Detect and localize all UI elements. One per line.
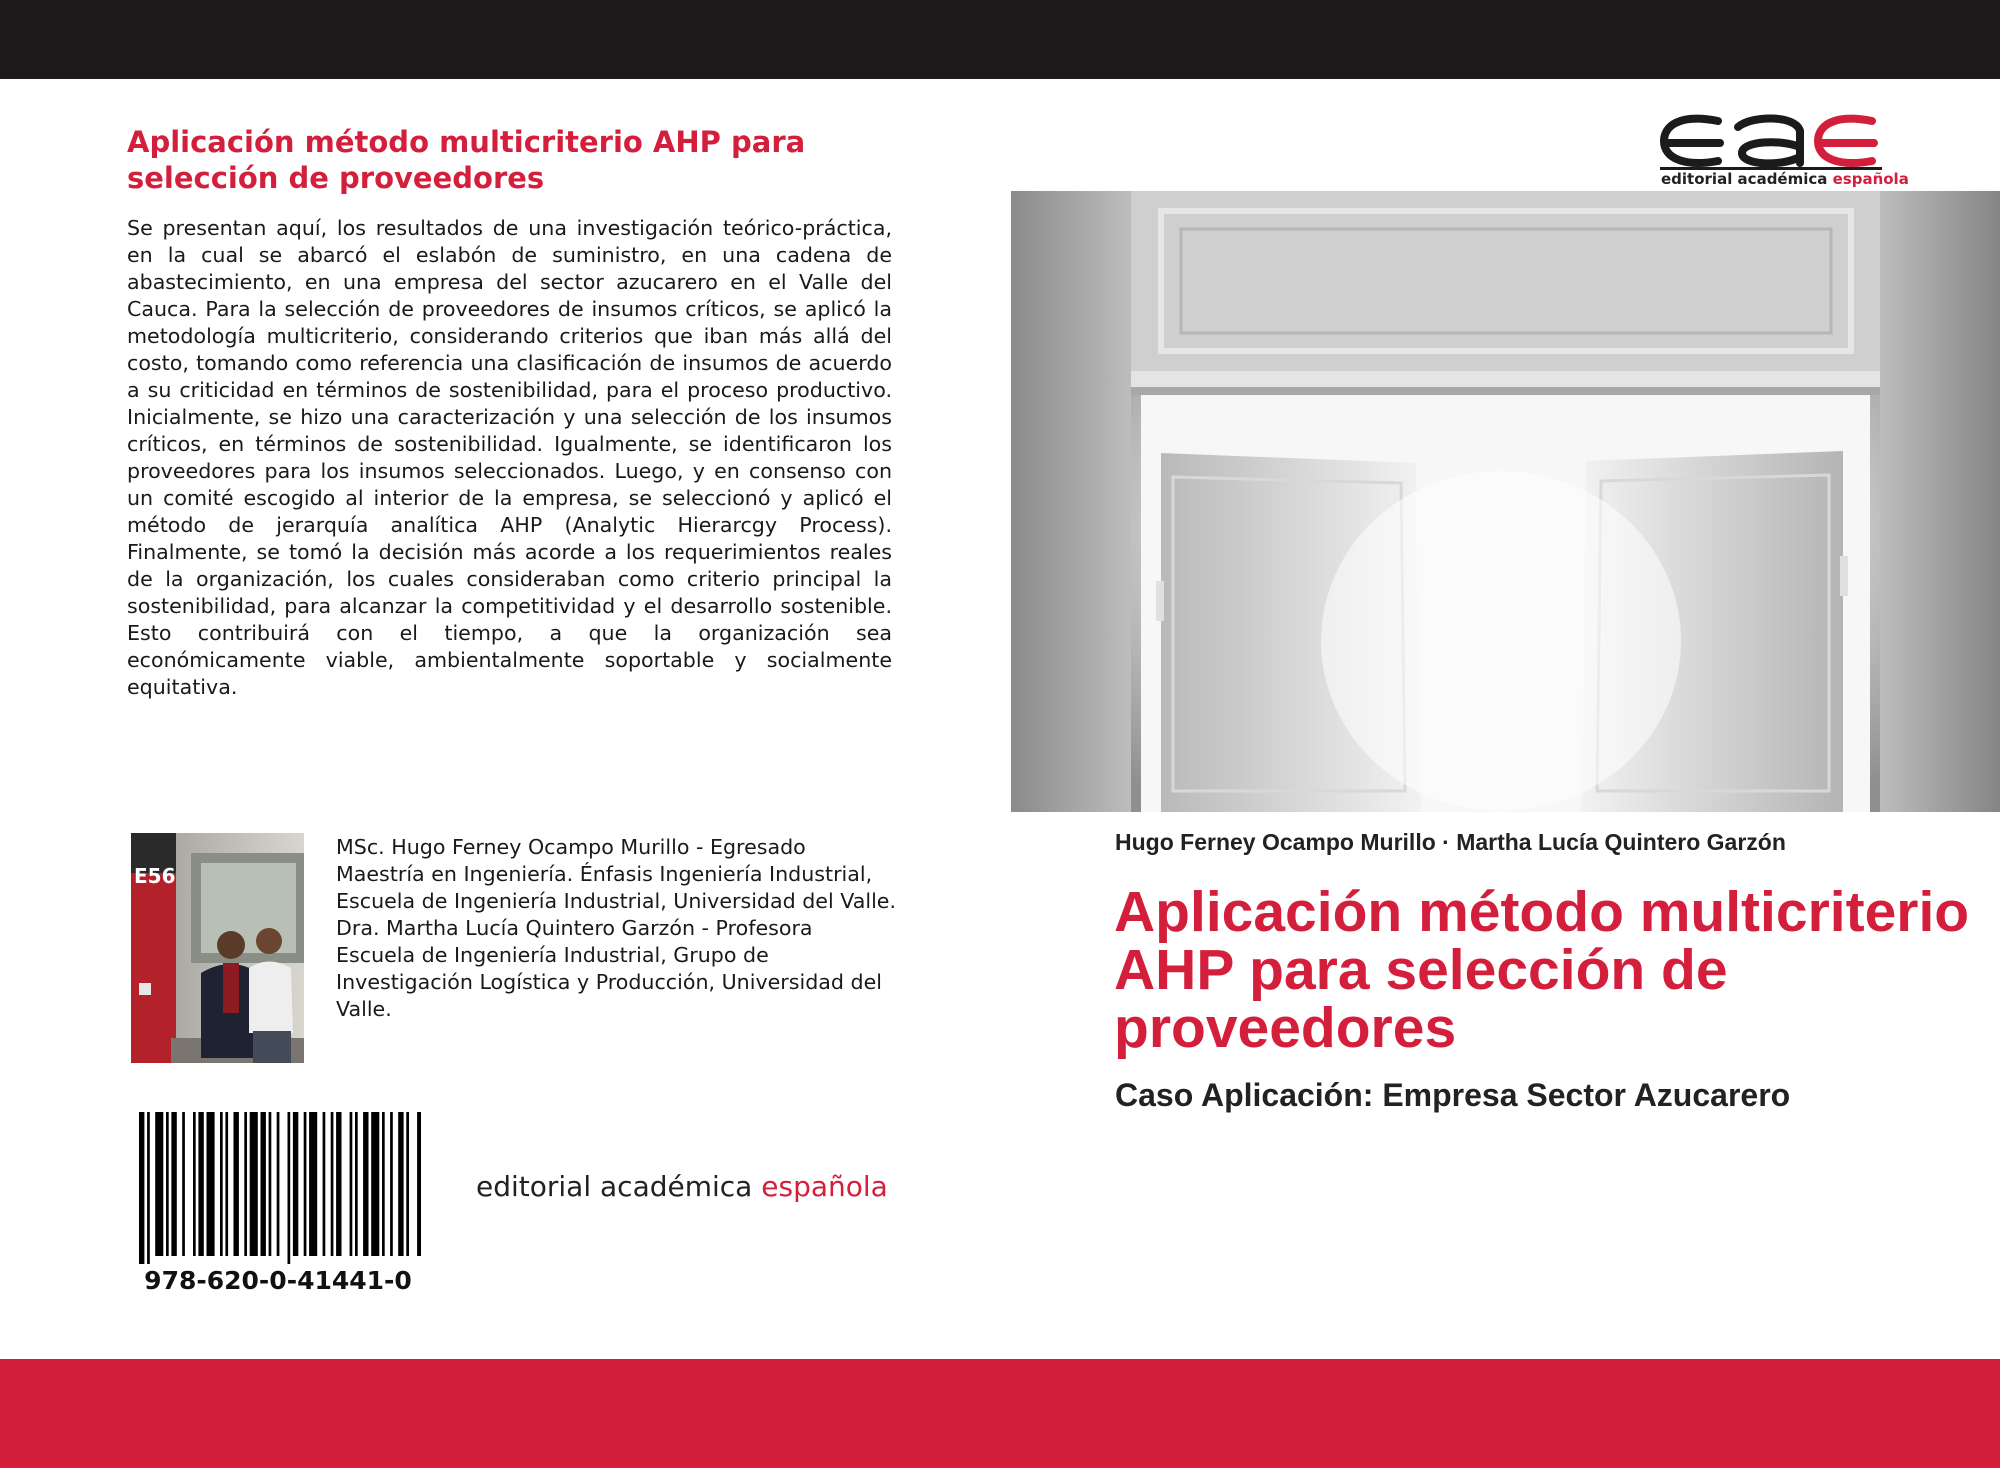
author-bio-1: MSc. Hugo Ferney Ocampo Murillo - Egresado Maestría en Ingeniería. Énfasis Ingeniería Industrial, Escuela de Ingeniería Industrial, Universidad del Valle.: [336, 835, 897, 913]
barcode-bar: [139, 1112, 144, 1264]
barcode-bar: [309, 1112, 317, 1256]
top-bar: [0, 0, 2000, 79]
barcode-bar: [269, 1112, 272, 1256]
author-bio-2: Dra. Martha Lucía Quintero Garzón - Profesora Escuela de Ingeniería Industrial, Grupo de Investigación Logística y Producción, Universidad del Valle.: [336, 916, 882, 1021]
author-bio: [336, 834, 896, 1023]
front-cover-authors: Hugo Ferney Ocampo Murillo · Martha Lucía Quintero Garzón: [1115, 829, 1786, 855]
photo-sign-text: E56: [134, 864, 176, 888]
logo-caption: [1661, 170, 1909, 188]
bottom-bar: [0, 1359, 2000, 1468]
publisher-name-main: editorial académica: [476, 1170, 762, 1203]
barcode-bar: [304, 1112, 307, 1256]
barcode-bar: [220, 1112, 223, 1256]
barcode-bar: [390, 1112, 393, 1256]
barcode-bar: [261, 1112, 266, 1256]
front-cover-subtitle: Caso Aplicación: Empresa Sector Azucarero: [1115, 1077, 1791, 1113]
barcode-bar: [350, 1112, 353, 1256]
barcode-bar: [147, 1112, 150, 1264]
barcode-bar: [293, 1112, 298, 1256]
barcode-bar: [155, 1112, 163, 1256]
barcode-bar: [398, 1112, 403, 1256]
barcode-bar: [363, 1112, 368, 1256]
isbn-number: 978-620-0-41441-0: [144, 1266, 412, 1295]
logo-caption-main: editorial académica: [1661, 170, 1833, 188]
barcode-bar: [234, 1112, 239, 1256]
barcode-bar: [244, 1112, 247, 1256]
barcode-bar: [336, 1112, 341, 1256]
barcode-bar: [225, 1112, 228, 1256]
barcode-bar: [277, 1112, 280, 1256]
barcode-bar: [250, 1112, 258, 1256]
back-cover-title: Aplicación método multicriterio AHP para selección de proveedores: [127, 125, 806, 195]
barcode-bar: [331, 1112, 334, 1256]
barcode-bar: [207, 1112, 215, 1256]
open-door-illustration: [1011, 191, 2000, 812]
front-cover-title: Aplicación método multicriterio AHP para selección de proveedores: [1114, 880, 1970, 1060]
barcode-bar: [371, 1112, 379, 1256]
publisher-name-accent: española: [761, 1170, 888, 1203]
barcode-bar: [406, 1112, 409, 1256]
cover-image: [1011, 191, 2000, 812]
back-cover-description: Se presentan aquí, los resultados de una investigación teórico-práctica, en la cual se abarcó el eslabón de suministro, en una cadena de abastecimiento, en una empresa del sector azucarero en el Valle del Cauca. Para la selección de proveedores de insumos críticos, se aplicó la metodología multicriterio, considerando criterios que iban más allá del costo, tomando como referencia una clasificación de insumos de acuerdo a su criticidad en términos de sostenibilidad, para el proceso productivo. Inicialmente, se hizo una caracterización y una selección de los insumos críticos, en términos de sostenibilidad. Igualmente, se identificaron los proveedores para los insumos seleccionados. Luego, y en consenso con un comité escogido al interior de la empresa, se seleccionó y aplicó el método de jerarquía analítica AHP (Analytic Hierarcgy Process). Finalmente, se tomó la decisión más acorde a los requerimientos reales de la organización, los cuales consideraban como criterio principal la sostenibilidad, para alcanzar la competitividad y el desarrollo sostenible. Esto contribuirá con el tiempo, a que la organización sea económicamente viable, ambientalmente soportable y socialmente equitativa.: [127, 216, 892, 699]
logo-caption-accent: española: [1832, 170, 1909, 188]
barcode-bar: [182, 1112, 185, 1256]
isbn-barcode: [139, 1112, 421, 1264]
barcode-bar: [198, 1112, 203, 1256]
author-photo: [131, 833, 304, 1063]
publisher-name-back: [476, 1170, 888, 1203]
author-photo-illustration: [131, 833, 304, 1063]
barcode-bar: [288, 1112, 291, 1264]
barcode-bar: [417, 1112, 421, 1256]
barcode-bar: [171, 1112, 176, 1256]
barcode-bar: [193, 1112, 196, 1256]
barcode-bar: [323, 1112, 326, 1256]
barcode-bar: [382, 1112, 385, 1256]
barcode-bar: [355, 1112, 358, 1256]
barcode-bar: [166, 1112, 169, 1256]
